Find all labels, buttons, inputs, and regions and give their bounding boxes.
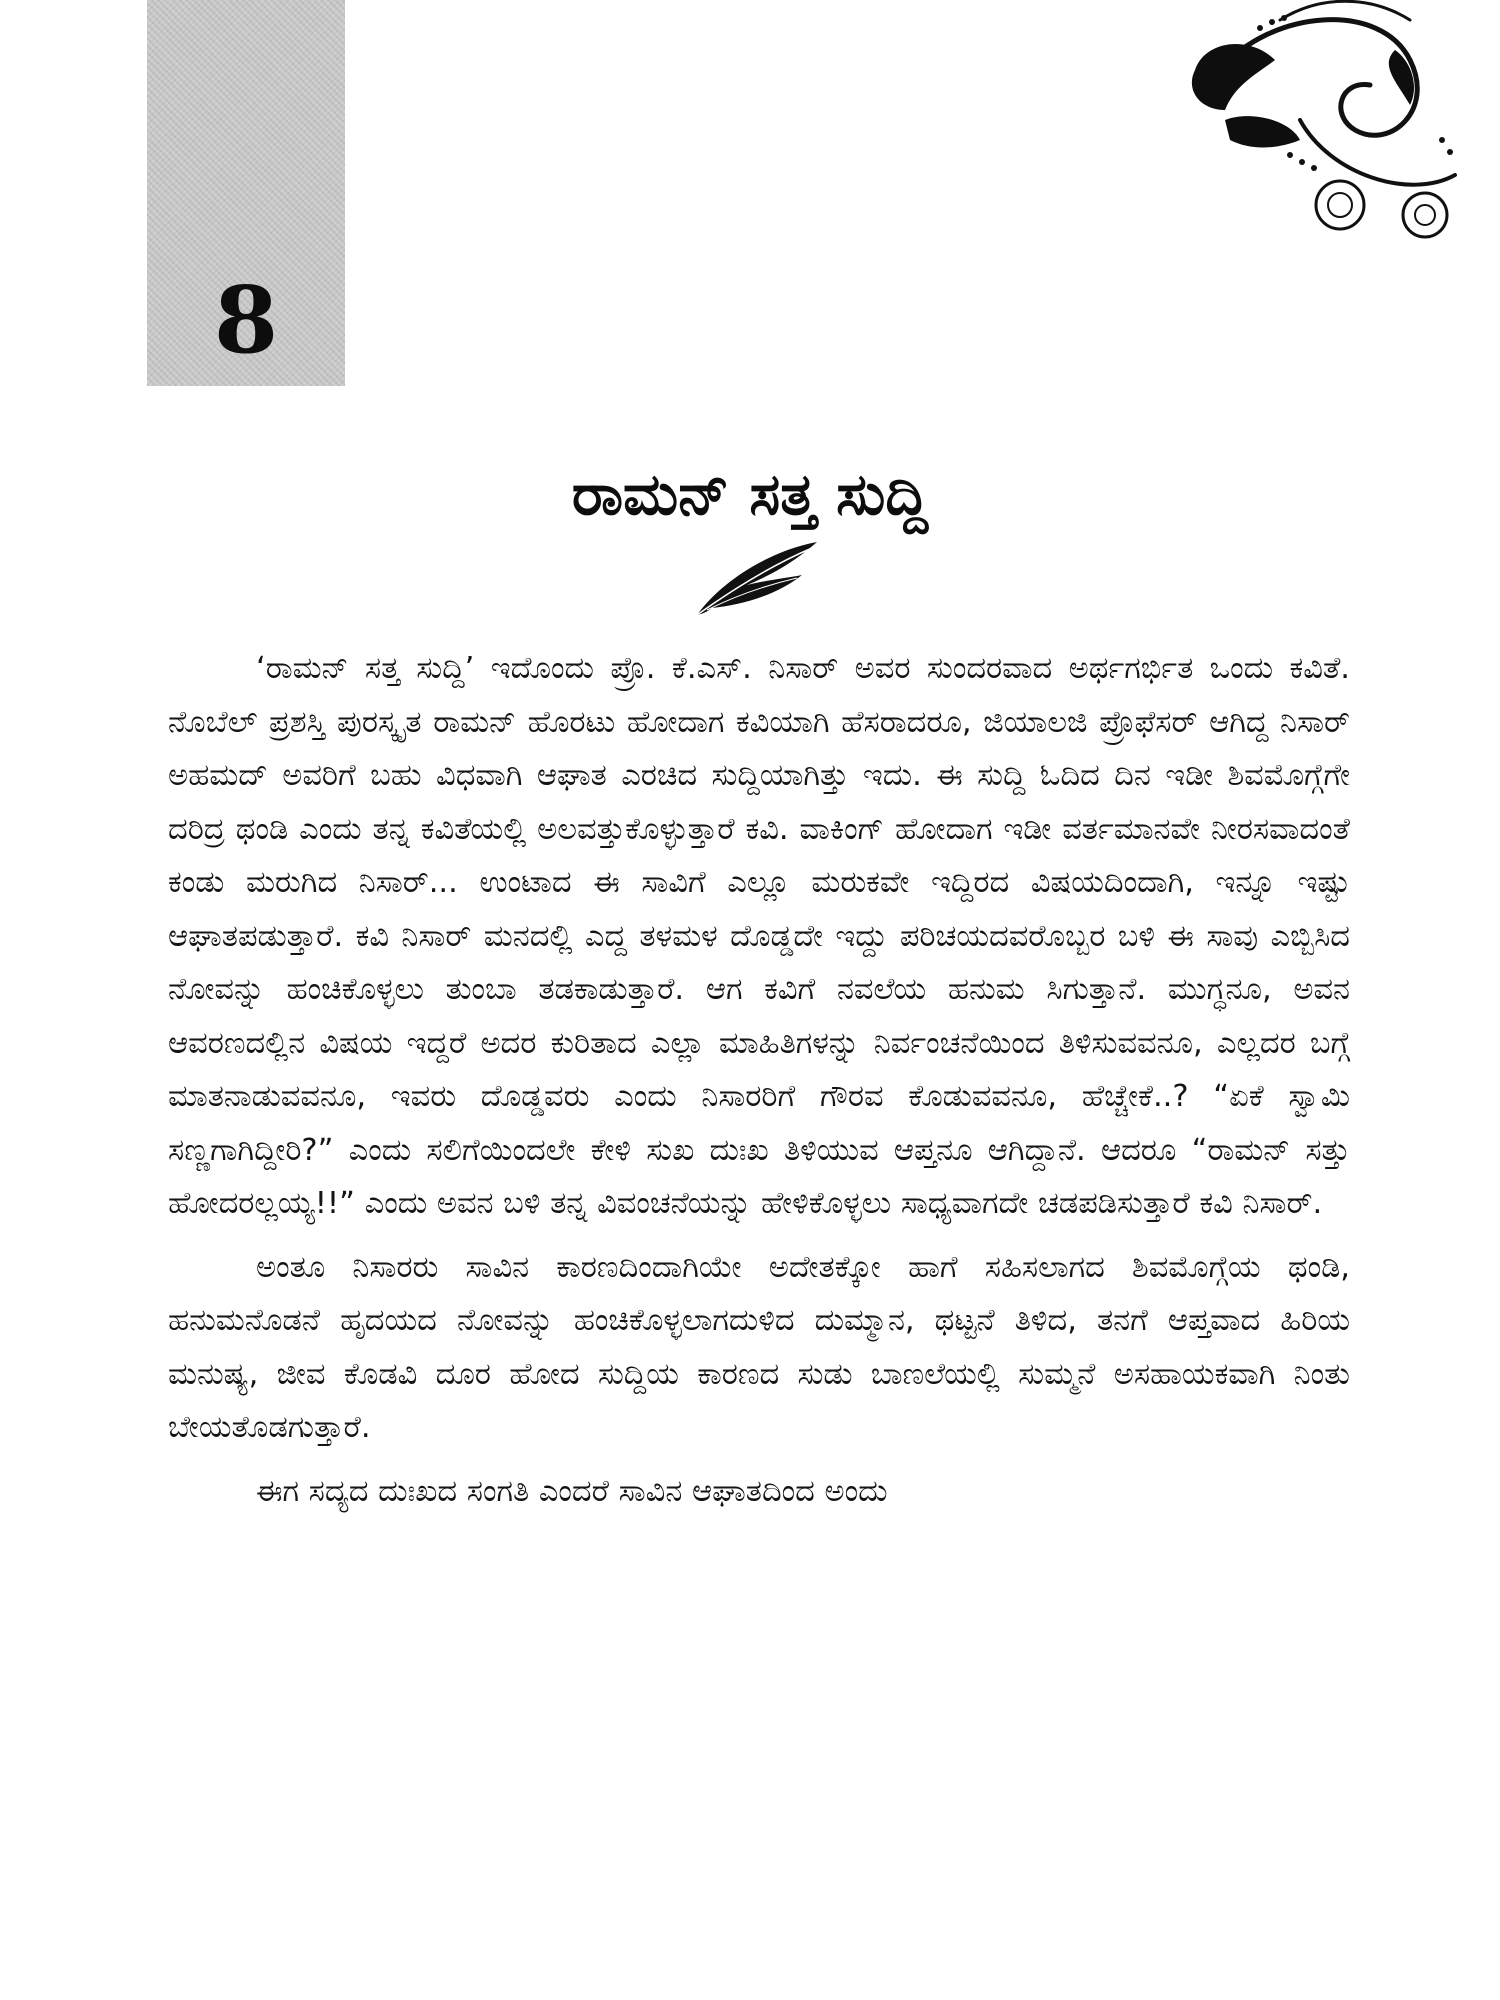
paragraph-3: ಈಗ ಸದ್ಯದ ದುಃಖದ ಸಂಗತಿ ಎಂದರೆ ಸಾವಿನ ಆಘಾತದಿಂದ ಅಂದು [256,1473,888,1509]
chapter-title: ರಾಮನ್ ಸತ್ತ ಸುದ್ದಿ [571,460,929,528]
chapter-number-box [147,0,345,386]
body-text [168,642,1350,1528]
chapter-number: 8 [213,266,278,374]
paragraph-1: ‘ರಾಮನ್ ಸತ್ತ ಸುದ್ದಿ’ ಇದೊಂದು ಪ್ರೊ. ಕೆ.ಎಸ್. ನಿಸಾರ್ ಅವರ ಸುಂದರವಾದ ಅರ್ಥಗರ್ಭಿತ ಒಂದು ಕವಿತೆ. ನೊಬೆಲ್ ಪ್ರಶಸ್ತಿ ಪುರಸ್ಕೃತ ರಾಮನ್ ಹೊರಟು ಹೋದಾಗ ಕವಿಯಾಗಿ ಹೆಸರಾದರೂ, ಜಿಯಾಲಜಿ ಪ್ರೊಫೆಸರ್ ಆಗಿದ್ದ ನಿಸಾರ್ ಅಹಮದ್ ಅವರಿಗೆ ಬಹು ವಿಧವಾಗಿ ಆಘಾತ ಎರಚಿದ ಸುದ್ದಿಯಾಗಿತ್ತು ಇದು. ಈ ಸುದ್ದಿ ಓದಿದ ದಿನ ಇಡೀ ಶಿವಮೊಗ್ಗೆಗೇ ದರಿದ್ರ ಥಂಡಿ ಎಂದು ತನ್ನ ಕವಿತೆಯಲ್ಲಿ ಅಲವತ್ತುಕೊಳ್ಳುತ್ತಾರೆ ಕವಿ. ವಾಕಿಂಗ್ ಹೋದಾಗ ಇಡೀ ವರ್ತಮಾನವೇ ನೀರಸವಾದಂತೆ ಕಂಡು ಮರುಗಿದ ನಿಸಾರ್... ಉಂಟಾದ ಈ ಸಾವಿಗೆ ಎಲ್ಲೂ ಮರುಕವೇ ಇದ್ದಿರದ ವಿಷಯದಿಂದಾಗಿ, ಇನ್ನೂ ಇಷ್ಟು ಆಘಾತಪಡುತ್ತಾರೆ. ಕವಿ ನಿಸಾರ್ ಮನದಲ್ಲಿ ಎದ್ದ ತಳಮಳ ದೊಡ್ಡದೇ ಇದ್ದು ಪರಿಚಯದವರೊಬ್ಬರ ಬಳಿ ಈ ಸಾವು ಎಬ್ಬಿಸಿದ ನೋವನ್ನು ಹಂಚಿಕೊಳ್ಳಲು ತುಂಬಾ ತಡಕಾಡುತ್ತಾರೆ. ಆಗ ಕವಿಗೆ ನವಲೆಯ ಹನುಮ ಸಿಗುತ್ತಾನೆ. ಮುಗ್ಧನೂ, ಅವನ ಆವರಣದಲ್ಲಿನ ವಿಷಯ ಇದ್ದರೆ ಅದರ ಕುರಿತಾದ ಎಲ್ಲಾ ಮಾಹಿತಿಗಳನ್ನು ನಿರ್ವಂಚನೆಯಿಂದ ತಿಳಿಸುವವನೂ, ಎಲ್ಲದರ ಬಗ್ಗೆ ಮಾತನಾಡುವವನೂ, ಇವರು ದೊಡ್ಡವರು ಎಂದು ನಿಸಾರರಿಗೆ ಗೌರವ ಕೊಡುವವನೂ, ಹೆಚ್ಚೇಕೆ..? “ಏಕೆ ಸ್ವಾಮಿ ಸಣ್ಣಗಾಗಿದ್ದೀರಿ?” ಎಂದು ಸಲಿಗೆಯಿಂದಲೇ ಕೇಳಿ ಸುಖ ದುಃಖ ತಿಳಿಯುವ ಆಪ್ತನೂ ಆಗಿದ್ದಾನೆ. ಆದರೂ “ರಾಮನ್ ಸತ್ತು ಹೋದರಲ್ಲಯ್ಯ!!” ಎಂದು ಅವನ ಬಳಿ ತನ್ನ ವಿವಂಚನೆಯನ್ನು ಹೇಳಿಕೊಳ್ಳಲು ಸಾಧ್ಯವಾಗದೇ ಚಡಪಡಿಸುತ್ತಾರೆ ಕವಿ ನಿಸಾರ್. [168,651,1350,1221]
feather-ornament-icon [692,540,822,620]
paragraph-2: ಅಂತೂ ನಿಸಾರರು ಸಾವಿನ ಕಾರಣದಿಂದಾಗಿಯೇ ಅದೇತಕ್ಕೋ ಹಾಗೆ ಸಹಿಸಲಾಗದ ಶಿವಮೊಗ್ಗೆಯ ಥಂಡಿ, ಹನುಮನೊಡನೆ ಹೃದಯದ ನೋವನ್ನು ಹಂಚಿಕೊಳ್ಳಲಾಗದುಳಿದ ದುಮ್ಮಾನ, ಥಟ್ಟನೆ ತಿಳಿದ, ತನಗೆ ಆಪ್ತವಾದ ಹಿರಿಯ ಮನುಷ್ಯ, ಜೀವ ಕೊಡವಿ ದೂರ ಹೋದ ಸುದ್ದಿಯ ಕಾರಣದ ಸುಡು ಬಾಣಲೆಯಲ್ಲಿ ಸುಮ್ಮನೆ ಅಸಹಾಯಕವಾಗಿ ನಿಂತು ಬೇಯತೊಡಗುತ್ತಾರೆ. [168,1249,1350,1445]
floral-ornament-icon [1180,0,1460,250]
